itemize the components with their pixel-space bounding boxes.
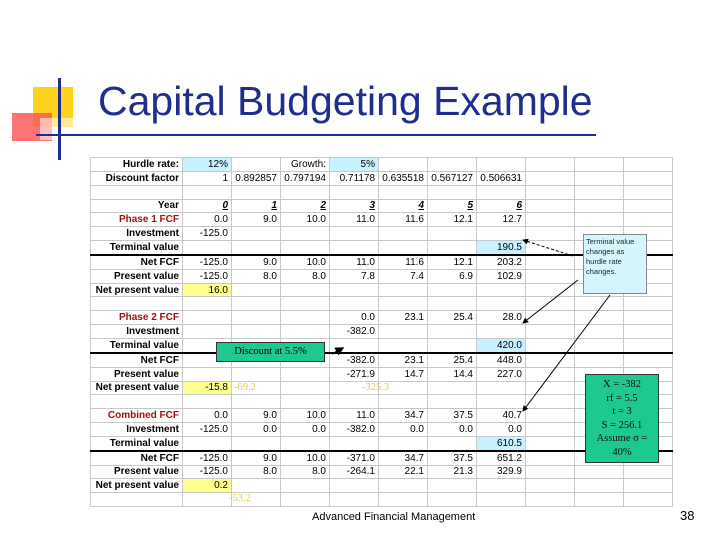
value-cell: 8.0 bbox=[232, 269, 281, 283]
row-label: Net FCF bbox=[91, 451, 183, 465]
row-label: Net present value bbox=[91, 283, 183, 297]
row-label: Net present value bbox=[91, 479, 183, 493]
year-cell: 3 bbox=[330, 199, 379, 213]
value-cell: 14.4 bbox=[428, 367, 477, 381]
value-cell: 14.7 bbox=[379, 367, 428, 381]
row-label: Present value bbox=[91, 367, 183, 381]
value-cell: 16.0 bbox=[183, 283, 232, 297]
hurdle-rate-value: 12% bbox=[183, 158, 232, 172]
value-cell: 8.0 bbox=[281, 269, 330, 283]
value-cell: 203.2 bbox=[477, 255, 526, 269]
value-cell: 10.0 bbox=[281, 213, 330, 227]
value-cell: 0.0 bbox=[183, 409, 232, 423]
value-cell: 12.7 bbox=[477, 213, 526, 227]
arrow bbox=[332, 348, 343, 354]
value-cell: 0.0 bbox=[281, 423, 330, 437]
value-cell: -125.0 bbox=[183, 451, 232, 465]
value-cell: 0.0 bbox=[232, 423, 281, 437]
row-label: Investment bbox=[91, 423, 183, 437]
value-cell: 227.0 bbox=[477, 367, 526, 381]
value-cell: 9.0 bbox=[232, 451, 281, 465]
growth-label: Growth: bbox=[281, 158, 330, 172]
value-cell: 0.0 bbox=[183, 213, 232, 227]
row-label: Terminal value bbox=[91, 338, 183, 352]
value-cell: 9.0 bbox=[232, 409, 281, 423]
value-cell: -125.0 bbox=[183, 423, 232, 437]
hurdle-rate-label: Hurdle rate: bbox=[91, 158, 183, 172]
arrow bbox=[523, 280, 578, 323]
value-cell: 34.7 bbox=[379, 451, 428, 465]
row-label: Combined FCF bbox=[91, 409, 183, 423]
value-cell: 11.0 bbox=[330, 409, 379, 423]
value-cell: 102.9 bbox=[477, 269, 526, 283]
value-cell: 8.0 bbox=[281, 465, 330, 479]
value-cell: 28.0 bbox=[477, 311, 526, 325]
row-label: Net FCF bbox=[91, 255, 183, 269]
value-cell: 448.0 bbox=[477, 353, 526, 367]
row-label: Present value bbox=[91, 269, 183, 283]
option-param: S = 256.1 bbox=[601, 419, 643, 431]
value-cell: -382.0 bbox=[330, 353, 379, 367]
discount-factor-cell: 1 bbox=[183, 171, 232, 185]
value-cell: 8.0 bbox=[232, 465, 281, 479]
value-cell: -271.9 bbox=[330, 367, 379, 381]
footer-text: Advanced Financial Management bbox=[312, 511, 476, 523]
year-label: Year bbox=[91, 199, 183, 213]
year-cell: 6 bbox=[477, 199, 526, 213]
value-cell: 610.5 bbox=[477, 436, 526, 450]
value-cell: 23.1 bbox=[379, 311, 428, 325]
year-cell: 4 bbox=[379, 199, 428, 213]
value-cell: 25.4 bbox=[428, 311, 477, 325]
value-cell: 9.0 bbox=[232, 213, 281, 227]
discount-factor-cell: 0.892857 bbox=[232, 171, 281, 185]
row-label: Investment bbox=[91, 227, 183, 241]
option-param: rf = 5.5 bbox=[606, 392, 638, 404]
value-cell: 7.8 bbox=[330, 269, 379, 283]
discount-factor-cell: 0.506631 bbox=[477, 171, 526, 185]
value-cell: 11.6 bbox=[379, 255, 428, 269]
discount-factor-cell: 0.635518 bbox=[379, 171, 428, 185]
discount-factor-label: Discount factor bbox=[91, 171, 183, 185]
option-param: X = -382 bbox=[602, 379, 641, 390]
row-label: Net FCF bbox=[91, 353, 183, 367]
value-cell: 0.2 bbox=[183, 479, 232, 493]
value-cell: -125.0 bbox=[183, 227, 232, 241]
value-cell: -125.0 bbox=[183, 269, 232, 283]
value-cell: 0.0 bbox=[379, 423, 428, 437]
value-cell: -371.0 bbox=[330, 451, 379, 465]
discount-note: Discount at 5.5% bbox=[216, 342, 325, 362]
value-cell: 0.0 bbox=[330, 311, 379, 325]
value-cell: 11.0 bbox=[330, 255, 379, 269]
value-cell: 420.0 bbox=[477, 338, 526, 352]
value-cell: 329.9 bbox=[477, 465, 526, 479]
row-label: Terminal value bbox=[91, 436, 183, 450]
value-cell: 34.7 bbox=[379, 409, 428, 423]
option-param: Assume σ = 40% bbox=[596, 433, 648, 458]
year-cell: 0 bbox=[183, 199, 232, 213]
row-label: Net present value bbox=[91, 381, 183, 395]
value-cell: 0.0 bbox=[428, 423, 477, 437]
terminal-value-note: Terminal value changes as hurdle rate changes. bbox=[583, 234, 647, 294]
option-param: t = 3 bbox=[612, 406, 632, 417]
value-cell: 40.7 bbox=[477, 409, 526, 423]
value-cell: 9.0 bbox=[232, 255, 281, 269]
value-cell: 0.0 bbox=[477, 423, 526, 437]
value-cell: 6.9 bbox=[428, 269, 477, 283]
year-cell: 2 bbox=[281, 199, 330, 213]
value-cell: -382.0 bbox=[330, 423, 379, 437]
year-cell: 5 bbox=[428, 199, 477, 213]
row-label: Phase 2 FCF bbox=[91, 311, 183, 325]
value-cell: -382.0 bbox=[330, 325, 379, 339]
value-cell: 10.0 bbox=[281, 451, 330, 465]
value-cell: 23.1 bbox=[379, 353, 428, 367]
value-cell: 10.0 bbox=[281, 409, 330, 423]
row-label: Present value bbox=[91, 465, 183, 479]
slide-title: Capital Budgeting Example bbox=[98, 78, 593, 124]
discount-factor-cell: 0.797194 bbox=[281, 171, 330, 185]
value-cell: 25.4 bbox=[428, 353, 477, 367]
value-cell: -264.1 bbox=[330, 465, 379, 479]
row-label: Investment bbox=[91, 325, 183, 339]
row-label: Phase 1 FCF bbox=[91, 213, 183, 227]
ghost-value: -325.3 bbox=[362, 382, 390, 393]
value-cell: 7.4 bbox=[379, 269, 428, 283]
value-cell: -125.0 bbox=[183, 255, 232, 269]
discount-factor-cell: 0.567127 bbox=[428, 171, 477, 185]
value-cell: 11.0 bbox=[330, 213, 379, 227]
arrow bbox=[523, 240, 573, 256]
value-cell: 37.5 bbox=[428, 451, 477, 465]
value-cell: 651.2 bbox=[477, 451, 526, 465]
value-cell: 11.6 bbox=[379, 213, 428, 227]
value-cell: 22.1 bbox=[379, 465, 428, 479]
row-label: Terminal value bbox=[91, 241, 183, 255]
ghost-value: -53.2 bbox=[229, 493, 251, 504]
discount-factor-cell: 0.71178 bbox=[330, 171, 379, 185]
value-cell: 10.0 bbox=[281, 255, 330, 269]
page-number: 38 bbox=[680, 508, 695, 523]
value-cell: 12.1 bbox=[428, 255, 477, 269]
value-cell: -125.0 bbox=[183, 465, 232, 479]
value-cell: -15.8 bbox=[183, 381, 232, 395]
value-cell: 12.1 bbox=[428, 213, 477, 227]
growth-value: 5% bbox=[330, 158, 379, 172]
value-cell: 37.5 bbox=[428, 409, 477, 423]
value-cell: 21.3 bbox=[428, 465, 477, 479]
ghost-value: -69.2 bbox=[234, 382, 256, 393]
value-cell: 190.5 bbox=[477, 241, 526, 255]
year-cell: 1 bbox=[232, 199, 281, 213]
